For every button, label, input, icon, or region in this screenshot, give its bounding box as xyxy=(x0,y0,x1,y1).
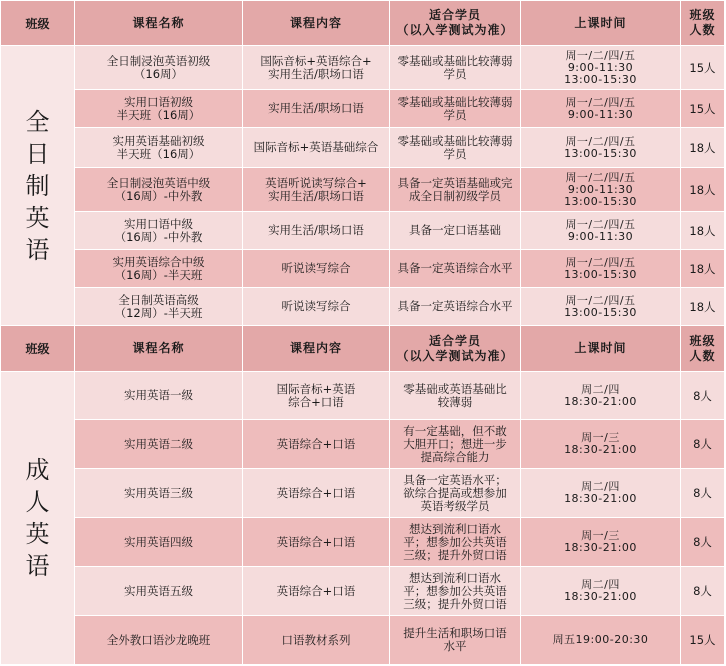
course-content-cell xyxy=(243,420,390,469)
suitable-students-cell xyxy=(390,168,521,212)
course-content-header xyxy=(243,326,390,372)
suitable-students: 具备一定英语综合水平 xyxy=(397,299,513,313)
course-name: 实用英语二级 xyxy=(124,436,193,451)
class-size: 15人 xyxy=(689,60,716,75)
students-header xyxy=(390,1,521,46)
category-text: 成 人 英 语 xyxy=(25,456,50,580)
table-row xyxy=(1,420,725,469)
class-schedule-cell xyxy=(521,469,681,518)
course-name-cell xyxy=(75,168,243,212)
class-header-label: 班级 xyxy=(25,342,50,356)
course-name: 实用英语一级 xyxy=(124,388,193,402)
course-name: 实用英语基础初级 半天班（16周） xyxy=(112,133,205,161)
course-content: 国际音标+英语基础综合 xyxy=(253,140,379,154)
suitable-students-cell xyxy=(390,372,521,420)
course-content: 听说读写综合 xyxy=(281,261,351,275)
course-content-cell xyxy=(243,372,390,420)
class-header xyxy=(1,1,75,46)
class-schedule-cell xyxy=(521,567,681,616)
suitable-students: 零基础或基础比较薄弱 学员 xyxy=(397,94,513,122)
course-name: 实用英语三级 xyxy=(124,485,193,500)
suitable-students: 提升生活和职场口语 水平 xyxy=(403,626,507,653)
class-size: 8人 xyxy=(693,437,712,451)
class-size: 15人 xyxy=(689,101,716,116)
course-name: 全日制英语高级 （12周）-半天班 xyxy=(114,292,203,320)
course-name-cell xyxy=(75,567,243,616)
course-content-cell xyxy=(243,212,390,250)
course-name-header-label: 课程名称 xyxy=(132,341,185,355)
course-content: 英语综合+口语 xyxy=(276,485,356,500)
course-content: 英语听说读写综合+ 实用生活/职场口语 xyxy=(265,175,367,203)
class-size-header-label: 班级 人数 xyxy=(689,8,716,37)
class-schedule-cell xyxy=(521,128,681,168)
course-name-cell xyxy=(75,518,243,567)
suitable-students-cell xyxy=(390,518,521,567)
table-row xyxy=(1,250,725,288)
course-name-cell xyxy=(75,469,243,518)
class-size-cell xyxy=(681,420,725,469)
course-name: 全日制浸泡英语初级 （16周） xyxy=(106,53,211,81)
course-name: 实用口语初级 半天班（16周） xyxy=(116,94,201,122)
class-size: 15人 xyxy=(689,633,716,647)
course-name-cell xyxy=(75,420,243,469)
suitable-students: 零基础或英语基础比 较薄弱 xyxy=(403,381,507,409)
class-size-cell xyxy=(681,288,725,326)
class-size-cell xyxy=(681,250,725,288)
class-header-label: 班级 xyxy=(25,16,50,31)
course-name-cell xyxy=(75,46,243,90)
course-content-cell xyxy=(243,46,390,90)
suitable-students-cell xyxy=(390,288,521,326)
course-content: 英语综合+口语 xyxy=(276,583,356,598)
table-row xyxy=(1,469,725,518)
table-row xyxy=(1,212,725,250)
class-schedule: 周一/二/四/五 9:00-11:30 xyxy=(565,217,636,243)
course-content-cell xyxy=(243,518,390,567)
class-size: 18人 xyxy=(689,182,716,197)
course-name-header-label: 课程名称 xyxy=(132,15,185,30)
class-schedule: 周二/四 18:30-21:00 xyxy=(564,382,637,408)
category-label xyxy=(1,46,75,326)
class-schedule-cell xyxy=(521,46,681,90)
class-schedule-cell xyxy=(521,90,681,128)
class-size: 18人 xyxy=(689,140,716,155)
course-content-header-label: 课程内容 xyxy=(289,15,342,30)
suitable-students-cell xyxy=(390,616,521,665)
course-content: 国际音标+英语 综合+口语 xyxy=(276,381,356,409)
class-header xyxy=(1,326,75,372)
class-size: 18人 xyxy=(689,261,716,276)
students-header-label: 适合学员 （以入学测试为准） xyxy=(396,333,514,363)
class-schedule: 周二/四 18:30-21:00 xyxy=(564,480,637,505)
suitable-students: 具备一定英语综合水平 xyxy=(397,261,513,275)
class-size-cell xyxy=(681,212,725,250)
class-schedule: 周一/三 18:30-21:00 xyxy=(564,431,637,456)
suitable-students-cell xyxy=(390,420,521,469)
suitable-students-cell xyxy=(390,567,521,616)
course-name-cell xyxy=(75,616,243,665)
schedule-header xyxy=(521,1,681,46)
class-schedule: 周五19:00-20:30 xyxy=(552,633,649,646)
course-name-cell xyxy=(75,212,243,250)
suitable-students-cell xyxy=(390,469,521,518)
header-row xyxy=(1,1,725,46)
suitable-students-cell xyxy=(390,128,521,168)
suitable-students: 有一定基础，但不敢 大胆开口；想进一步 提高综合能力 xyxy=(403,423,507,464)
class-size-cell xyxy=(681,567,725,616)
class-schedule: 周一/二/四/五 9:00-11:30 13:00-15:30 xyxy=(564,48,637,86)
category-text: 全 日 制 英 语 xyxy=(25,107,50,264)
class-size-header xyxy=(681,1,725,46)
course-content-cell xyxy=(243,469,390,518)
schedule-header-label: 上课时间 xyxy=(574,15,627,30)
class-schedule-cell xyxy=(521,518,681,567)
class-schedule-cell xyxy=(521,168,681,212)
class-size: 18人 xyxy=(689,223,716,238)
class-size: 8人 xyxy=(693,535,712,549)
class-schedule-cell xyxy=(521,212,681,250)
class-size: 18人 xyxy=(689,299,716,314)
suitable-students: 想达到流利口语水 平；想参加公共英语 三级；提升外贸口语 xyxy=(403,521,507,562)
course-content: 实用生活/职场口语 xyxy=(268,101,364,115)
table-row xyxy=(1,616,725,665)
course-content: 口语教材系列 xyxy=(281,632,351,647)
course-content-cell xyxy=(243,250,390,288)
class-size-cell xyxy=(681,616,725,665)
class-size-cell xyxy=(681,168,725,212)
table-row xyxy=(1,567,725,616)
schedule-header-label: 上课时间 xyxy=(574,341,627,355)
course-content-header xyxy=(243,1,390,46)
suitable-students-cell xyxy=(390,46,521,90)
course-name-cell xyxy=(75,250,243,288)
course-name-cell xyxy=(75,90,243,128)
course-name: 全外教口语沙龙晚班 xyxy=(106,632,211,647)
class-size-header xyxy=(681,326,725,372)
class-schedule: 周一/二/四/五 13:00-15:30 xyxy=(564,134,637,160)
table-row xyxy=(1,288,725,326)
class-schedule-cell xyxy=(521,616,681,665)
class-schedule: 周一/三 18:30-21:00 xyxy=(564,529,637,554)
class-schedule-cell xyxy=(521,420,681,469)
course-content-header-label: 课程内容 xyxy=(289,341,342,355)
table-row xyxy=(1,128,725,168)
class-schedule: 周一/二/四/五 9:00-11:30 xyxy=(565,95,636,121)
class-schedule: 周一/二/四/五 13:00-15:30 xyxy=(564,255,637,281)
course-name: 实用英语五级 xyxy=(124,583,193,598)
course-name: 实用英语综合中级 （16周）-半天班 xyxy=(112,254,205,282)
class-schedule-cell xyxy=(521,250,681,288)
course-name: 实用英语四级 xyxy=(124,534,193,549)
table-row xyxy=(1,46,725,90)
class-size-cell xyxy=(681,90,725,128)
header-row xyxy=(1,326,725,372)
class-size: 8人 xyxy=(693,388,712,403)
suitable-students: 零基础或基础比较薄弱 学员 xyxy=(397,133,513,161)
course-name-cell xyxy=(75,288,243,326)
table-row xyxy=(1,518,725,567)
class-schedule-cell xyxy=(521,372,681,420)
course-content-cell xyxy=(243,90,390,128)
course-name-cell xyxy=(75,372,243,420)
suitable-students-cell xyxy=(390,90,521,128)
course-name: 全日制浸泡英语中级 （16周）-中外教 xyxy=(106,175,211,203)
table-row xyxy=(1,372,725,420)
course-content: 国际音标+英语综合+ 实用生活/职场口语 xyxy=(260,53,372,81)
class-schedule-cell xyxy=(521,288,681,326)
suitable-students: 想达到流利口语水 平；想参加公共英语 三级；提升外贸口语 xyxy=(403,570,507,611)
course-content: 听说读写综合 xyxy=(281,299,351,313)
course-content: 英语综合+口语 xyxy=(276,534,356,549)
course-content-cell xyxy=(243,616,390,665)
schedule-header xyxy=(521,326,681,372)
suitable-students-cell xyxy=(390,250,521,288)
course-content: 实用生活/职场口语 xyxy=(268,223,364,237)
class-schedule: 周二/四 18:30-21:00 xyxy=(564,578,637,603)
class-size-cell xyxy=(681,46,725,90)
table-row xyxy=(1,168,725,212)
table-body xyxy=(1,1,725,665)
course-name-header xyxy=(75,326,243,372)
course-content-cell xyxy=(243,128,390,168)
class-size-cell xyxy=(681,372,725,420)
suitable-students: 具备一定英语基础或完 成全日制初级学员 xyxy=(397,175,513,203)
students-header-label: 适合学员 （以入学测试为准） xyxy=(396,8,514,37)
class-size: 8人 xyxy=(693,486,712,500)
suitable-students: 具备一定口语基础 xyxy=(409,223,501,237)
course-content-cell xyxy=(243,168,390,212)
course-name: 实用口语中级 （16周）-中外教 xyxy=(114,216,203,244)
class-size: 8人 xyxy=(693,584,712,598)
suitable-students-cell xyxy=(390,212,521,250)
class-size-cell xyxy=(681,128,725,168)
students-header xyxy=(390,326,521,372)
course-content-cell xyxy=(243,567,390,616)
course-content: 英语综合+口语 xyxy=(276,436,356,451)
class-schedule: 周一/二/四/五 9:00-11:30 13:00-15:30 xyxy=(564,170,637,208)
class-size-cell xyxy=(681,518,725,567)
class-size-cell xyxy=(681,469,725,518)
table-row xyxy=(1,90,725,128)
course-name-header xyxy=(75,1,243,46)
class-size-header-label: 班级 人数 xyxy=(689,333,716,363)
category-label xyxy=(1,372,75,665)
class-schedule: 周一/二/四/五 13:00-15:30 xyxy=(564,293,637,319)
suitable-students: 具备一定英语水平； 欲综合提高或想参加 英语考级学员 xyxy=(403,472,507,513)
course-name-cell xyxy=(75,128,243,168)
course-content-cell xyxy=(243,288,390,326)
suitable-students: 零基础或基础比较薄弱 学员 xyxy=(397,53,513,81)
